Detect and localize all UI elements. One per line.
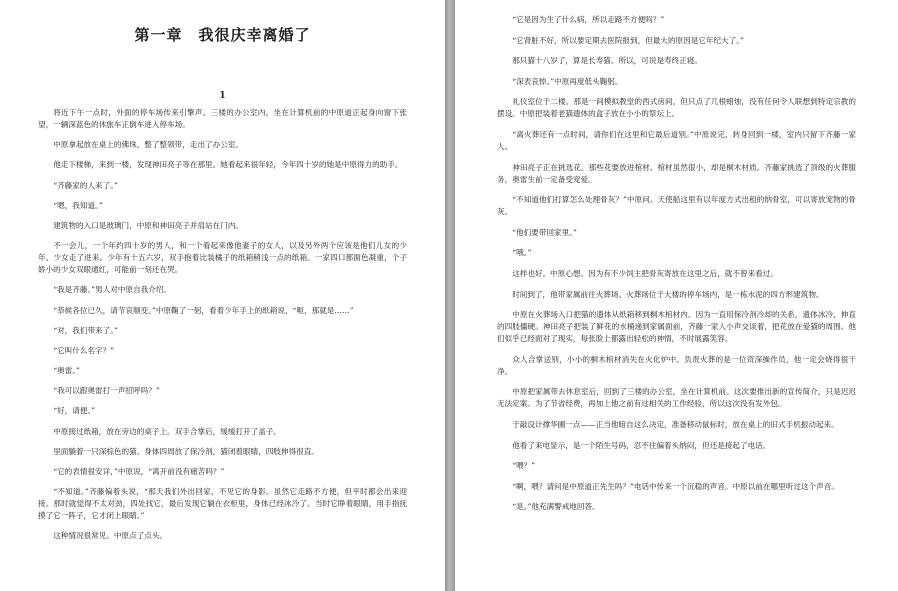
- paragraph: “好，请便。”: [53, 406, 96, 416]
- paragraph: 众人合掌送别，小小的桐木棺材消失在火化炉中。负责火葬的是一位资深操作员，他一定会烧得很干净。: [497, 354, 856, 376]
- paragraph: 那只猫十八岁了，算是长寿猫。所以，可说是寿终正寝。: [512, 56, 703, 66]
- paragraph: “不知道。”齐藤偏着头说，“那天我们外出回家，不见它的身影。虽然它走路不方便，但平时都会出来迎接。那时就觉得不太对劲，四处找它，最后发现它躺在衣柜里，身体已经冰冷了。当时它睁着眼睛，用手指抚摸了它一阵子，它才闭上眼睛。”: [38, 487, 407, 521]
- paragraph: “喂？”: [512, 461, 536, 471]
- paragraph: “它的表情很安详，”中原说，“离开前没有痛苦吗？”: [53, 467, 225, 476]
- paragraph: 于敲设计撑华圃一点——正当他暗自这么决定，准备移动鼠标时，放在桌上的旧式手机振动起来。: [512, 419, 839, 429]
- paragraph: 这种情况很常见。中原点了点头。: [53, 531, 168, 541]
- paragraph: 中原在火葬场入口把猫的遗体从纸箱移到桐木棺材内。因为一直用保冷剂冷却的关系，遗体冰冷，伸直的四肢僵硬。神田亮子把装了鲜花的水桶递到家属面前，齐藤一家人小声交谈着，把花放在爱猫的周围。他们似乎已经面对了现实，每张脸上都露出轻松的神情，不时展露笑容。: [497, 310, 856, 344]
- right-page: [455, 0, 898, 591]
- paragraph: “离火葬还有一点时间，请你们在这里和它最后道别。”中原说完，转身回到一楼，室内只留下齐藤一家人。: [497, 129, 856, 151]
- paragraph: “他们要带回家里。”: [512, 227, 577, 237]
- paragraph: “奥雷。”: [53, 366, 80, 376]
- paragraph: “是。”他充满警戒地回答。: [512, 502, 600, 512]
- paragraph: “不知道他们打算怎么处理骨灰？”中原问。天使船这里有以年度方式出租的纳骨室，可以寄放宠物的骨灰。: [497, 195, 856, 217]
- paragraph: “哦。”: [512, 248, 532, 258]
- paragraph: 将近下午一点时，外面的停车场传来引擎声。三楼的办公室内，坐在计算机前的中原道正起身向窗下张望，一辆深蓝色的休旅车正倒车进入停车场。: [38, 108, 407, 129]
- paragraph: 这样也好。中原心想。因为有不少饲主把骨灰寄放在这里之后，就不曾来看过。: [512, 268, 778, 278]
- paragraph: 他走下楼梯，来到一楼，发现神田亮子等在那里。她看起来很年轻，今年四十岁的她是中原得力的助手。: [53, 160, 403, 170]
- paragraph: “嗯，我知道。”: [53, 200, 103, 210]
- paragraph: 礼仪室位于二楼。那是一间模拟教堂的西式房间，但只点了几根蜡烛，没有任何令人联想到特定宗教的摆设。中原把装着老猫遗体的盒子放在小小的祭坛上。: [497, 97, 856, 119]
- paragraph: 建筑物的入口是玻璃门，中原和神田亮子并肩站在门内。: [53, 220, 244, 230]
- paragraph: 神田亮子正在挑选花。那些花要放进棺材。棺材虽然很小，却是桐木材质。齐藤家挑选了顶级的火葬服务，奥雷生前一定备受宠爱。: [497, 162, 856, 184]
- paragraph: “深表哀悼。”中原再度低头鞠躬。: [512, 76, 623, 86]
- page-spine-divider: [445, 0, 455, 591]
- paragraph: “恭候各位已久，请节哀顺变。”中原鞠了一躬，看着少年手上的纸箱说，“呃，那就是……”: [53, 305, 354, 315]
- paragraph: 里面躺着一只深棕色的猫。身体四周放了保冷剂，猫闭着眼睛，四肢伸得很直。: [53, 446, 319, 456]
- paragraph: 时间到了，他带家属前往火葬场。火葬场位于大楼的停车场内，是一栋水泥的四方形建筑物。: [512, 289, 824, 299]
- paragraph: “啊，喂？请问是中原道正先生吗？”电话中传来一个沉稳的声音。中原以前在哪里听过这个声音。: [512, 481, 839, 491]
- paragraph: 他看了来电显示，是一个陌生号码，忍不住偏着头纳闷，但还是接起了电话。: [512, 440, 771, 450]
- paragraph: 中原接过纸箱，放在旁边的桌子上。双手合掌后，缓缓打开了盖子。: [53, 426, 281, 436]
- left-page-body: [38, 107, 407, 542]
- paragraph: “它叫什么名字？”: [53, 345, 115, 355]
- paragraph: “对，我们带来了。”: [53, 325, 118, 335]
- paragraph: 中原把家属带去休息室后，回到了三楼的办公室，坐在计算机前。这次要推出新的宣传简介，只是迟迟无法定案。为了节省经费，再加上他之前有过相关的工作经验，所以这次没有发外包。: [497, 387, 856, 409]
- paragraph: “它是因为生了什么病，所以走路不方便吗？”: [512, 15, 665, 24]
- section-number: 1: [219, 91, 226, 101]
- right-page-body: [497, 14, 856, 513]
- paragraph: “我可以跟奥雷打一声招呼吗？”: [53, 386, 160, 396]
- paragraph: “它肾脏不好，所以要定期去医院报到，但最大的原因是它年纪大了。”: [512, 35, 744, 45]
- chapter-title: 第一章 我很庆幸离婚了: [134, 26, 311, 44]
- paragraph: 不一会儿，一个年约四十岁的男人，和一个看起来像他妻子的女人，以及另外两个应该是他们儿女的少年、少女走了进来。少年有十五六岁，双手抱着比装橘子的纸箱稍浅一点的纸箱。一家四口都面色凝重，个子娇小的少女双眼通红，可能前一刻还在哭。: [38, 241, 407, 275]
- left-page: [0, 0, 445, 591]
- paragraph: “齐藤家的人来了。”: [53, 180, 118, 190]
- paragraph: “我是齐藤。”男人对中原自我介绍。: [53, 285, 172, 295]
- paragraph: 中原拿起放在桌上的佛珠，整了整领带，走出了办公室。: [53, 140, 244, 150]
